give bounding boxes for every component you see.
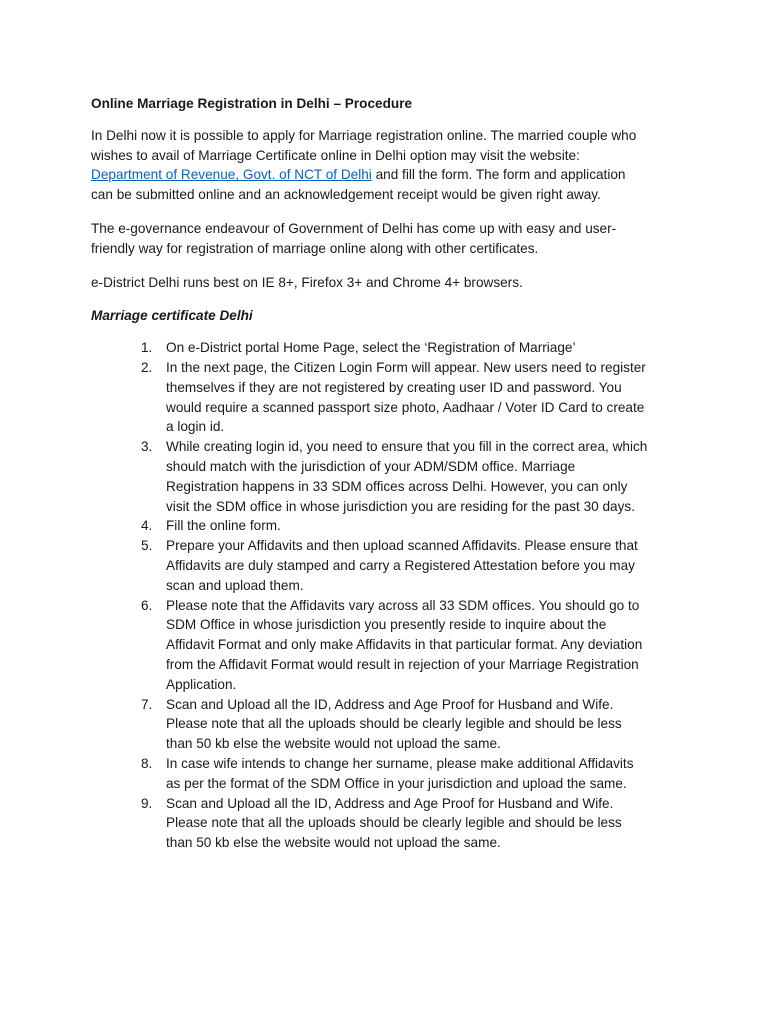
list-item [91, 596, 651, 695]
intro-text-after-link: and fill the form. The form and application can be submitted online and an acknowledgement receipt would be given right away. [91, 167, 626, 203]
list-item [91, 754, 651, 794]
list-item-text: While creating login id, you need to ensure that you fill in the correct area, which should match with the jurisdiction of your ADM/SDM office. Marriage Registration happens in 33 SDM offices across Delhi. However, you can only visit the SDM office in whose jurisdiction you are residing for the past 30 days. [166, 439, 648, 514]
list-item-number: 7. [141, 696, 153, 712]
document-page [91, 94, 651, 853]
document-title: Online Marriage Registration in Delhi – Procedure [91, 96, 413, 111]
list-item-text: Fill the online form. [166, 518, 281, 534]
list-item-text: Scan and Upload all the ID, Address and Age Proof for Husband and Wife. Please note that all the uploads should be clearly legible and should be less than 50 kb else the website would not upload the same. [166, 795, 622, 851]
list-item [91, 338, 651, 358]
list-item-number: 6. [141, 597, 153, 613]
list-item [91, 695, 651, 754]
list-item-text: Please note that the Affidavits vary across all 33 SDM offices. You should go to SDM Office in whose jurisdiction you presently reside to inquire about the Affidavit Format and only make Affidavits in that particular format. Any deviation from the Affidavit Format would result in rejection of your Marriage Registration Application. [166, 597, 643, 692]
steps-list [91, 338, 651, 853]
list-item-text: On e-District portal Home Page, select the ‘Registration of Marriage’ [166, 340, 576, 356]
list-item [91, 516, 651, 536]
list-item-text: In case wife intends to change her surname, please make additional Affidavits as per the format of the SDM Office in your jurisdiction and upload the same. [166, 755, 634, 791]
list-item [91, 358, 651, 437]
intro-paragraph [91, 126, 651, 205]
list-item [91, 794, 651, 853]
list-item [91, 536, 651, 595]
browser-support-paragraph: e-District Delhi runs best on IE 8+, Firefox 3+ and Chrome 4+ browsers. [91, 274, 523, 290]
list-item-number: 4. [141, 518, 153, 534]
list-item-number: 1. [141, 340, 153, 356]
list-item-text: Scan and Upload all the ID, Address and Age Proof for Husband and Wife. Please note that all the uploads should be clearly legible and should be less than 50 kb else the website would not upload the same. [166, 696, 622, 752]
revenue-department-link[interactable]: Department of Revenue, Govt. of NCT of Delhi [91, 167, 372, 183]
list-item-number: 5. [141, 538, 153, 554]
list-item [91, 437, 651, 516]
egovernance-paragraph: The e-governance endeavour of Government of Delhi has come up with easy and user-friendly way for registration of marriage online along with other certificates. [91, 220, 617, 256]
section-heading: Marriage certificate Delhi [91, 308, 253, 324]
list-item-number: 3. [141, 439, 153, 455]
intro-text-before-link: In Delhi now it is possible to apply for Marriage registration online. The married couple who wishes to avail of Marriage Certificate online in Delhi option may visit the website: [91, 127, 637, 163]
list-item-number: 2. [141, 359, 153, 375]
list-item-text: Prepare your Affidavits and then upload scanned Affidavits. Please ensure that Affidavits are duly stamped and carry a Registered Attestation before you may scan and upload them. [166, 538, 638, 593]
list-item-number: 8. [141, 755, 153, 771]
list-item-text: In the next page, the Citizen Login Form will appear. New users need to register themselves if they are not registered by creating user ID and password. You would require a scanned passport size photo, Aadhaar / Voter ID Card to create a login id. [166, 359, 646, 435]
list-item-number: 9. [141, 795, 153, 811]
